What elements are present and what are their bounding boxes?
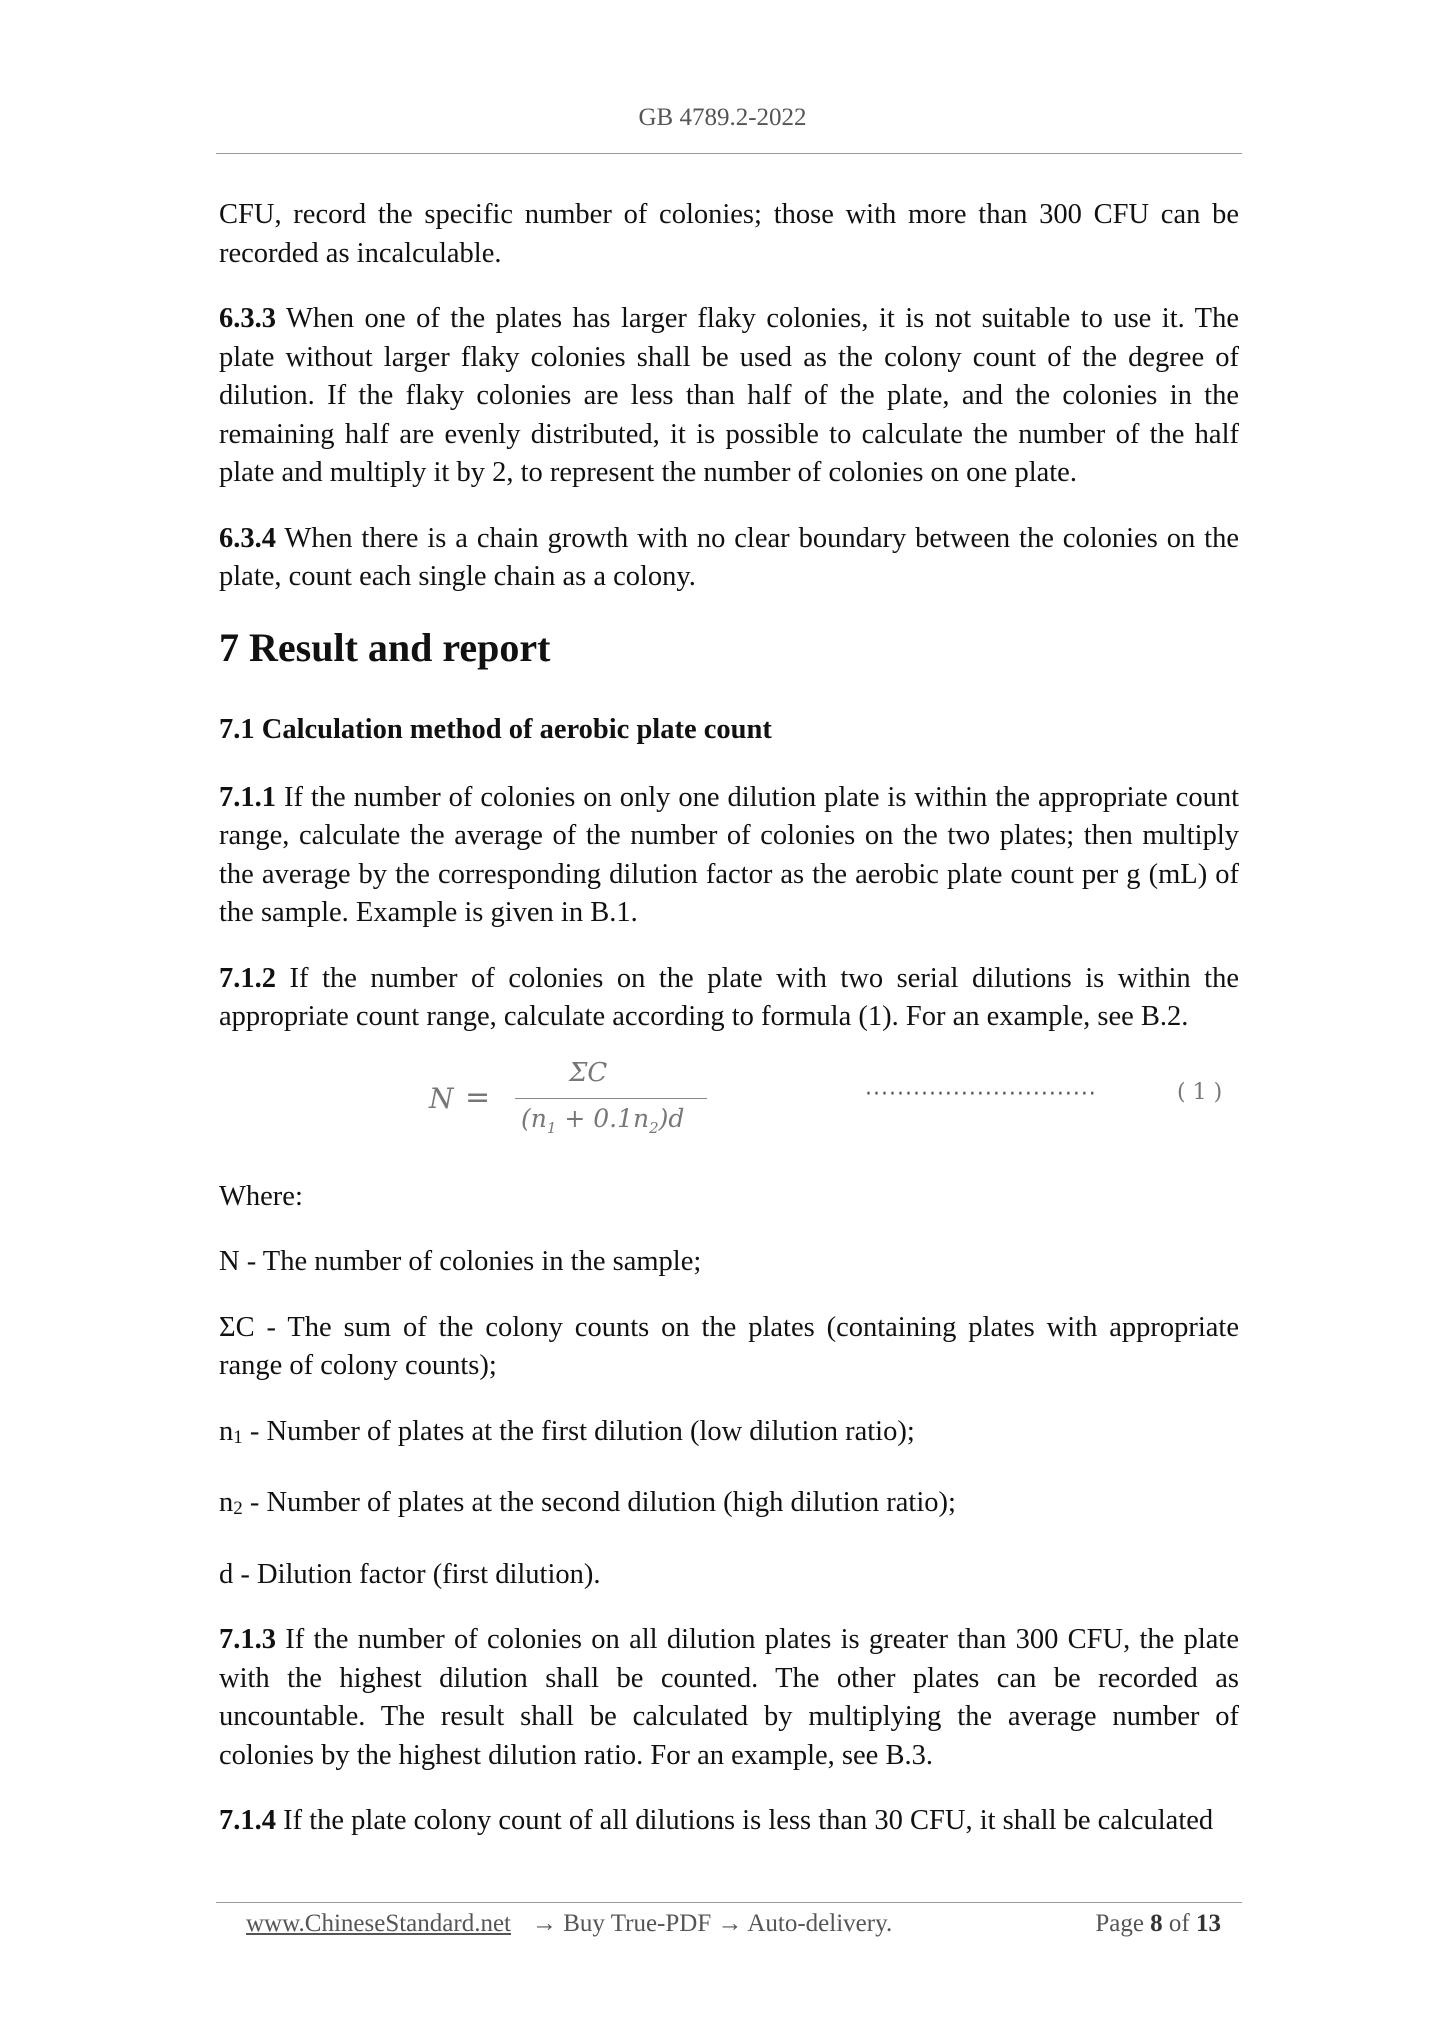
formula-lhs: N — [429, 1081, 454, 1115]
page-content — [219, 196, 1239, 1868]
website-link[interactable]: www.ChineseStandard.net — [246, 1910, 511, 1937]
formula-numerator: ΣC — [569, 1057, 608, 1088]
clause-number: 7.1.4 — [219, 1805, 276, 1836]
den-mid: + 0.1n — [556, 1103, 650, 1133]
definition-d: d - Dilution factor (first dilution). — [219, 1558, 601, 1590]
clause-text: When there is a chain growth with no clear boundary between the colonies on the plate, count each single chain as a colony. — [219, 522, 1239, 592]
page-footer — [246, 1910, 1221, 1946]
header-divider — [216, 153, 1242, 154]
paragraph-continued: CFU, record the specific number of colonies; those with more than 300 CFU can be recorded as incalculable. — [219, 199, 1239, 269]
subsection-heading: 7.1 Calculation method of aerobic plate count — [219, 713, 772, 745]
paragraph-7-1-2 — [219, 960, 1239, 1037]
clause-number: 7.1.1 — [219, 781, 276, 813]
clause-text: If the number of colonies on all dilution plates is greater than 300 CFU, the plate with the highest dilution shall be counted. The other plates can be recorded as uncountable. The result shall be calculated by multiplying the average number of colonies by the highest dilution ratio. For an example, see B.3. — [219, 1624, 1239, 1771]
definition-n2 — [219, 1484, 1239, 1529]
footer-divider — [216, 1902, 1242, 1903]
paragraph-6-3-4 — [219, 520, 1239, 597]
clause-text: If the number of colonies on only one dilution plate is within the appropriate count range, calculate the average of the number of colonies on the two plates; then multiply the average by the corresponding dilution factor as the aerobic plate count per g (mL) of the sample. Example is given in B.1. — [219, 781, 1239, 928]
paragraph-7-1-3 — [219, 1621, 1239, 1775]
formula-leader-dots: ····························· — [865, 1081, 1097, 1107]
formula-number: ( 1 ) — [1177, 1079, 1223, 1105]
den-close: )d — [658, 1103, 685, 1133]
where-label: Where: — [219, 1180, 303, 1212]
symbol: n — [219, 1415, 234, 1447]
page-number — [1095, 1910, 1221, 1938]
paragraph-7-1-4 — [219, 1802, 1239, 1841]
clause-number: 6.3.3 — [219, 303, 276, 334]
section-heading: 7 Result and report — [219, 624, 551, 670]
definition-text: - Number of plates at the first dilution (low dilution ratio); — [242, 1415, 915, 1447]
clause-number: 7.1.3 — [219, 1624, 276, 1655]
definition-text: - Number of plates at the second dilution (high dilution ratio); — [242, 1487, 956, 1518]
symbol: n — [219, 1487, 234, 1518]
paragraph-6-3-3 — [219, 300, 1239, 493]
den-open: (n — [521, 1103, 547, 1133]
formula-1 — [219, 1057, 1239, 1172]
definition-n: N - The number of colonies in the sample; — [219, 1246, 702, 1277]
total-pages: 13 — [1196, 1910, 1221, 1937]
page-header: GB 4789.2-2022 — [638, 104, 807, 131]
clause-number: 6.3.4 — [219, 522, 276, 554]
formula-equals: = — [465, 1079, 491, 1115]
clause-text: When one of the plates has larger flaky colonies, it is not suitable to use it. The plate without larger flaky colonies shall be used as the colony count of the degree of dilution. If the flaky colonies are less than half of the plate, and the colonies in the remaining half are evenly distributed, it is possible to calculate the number of the half plate and multiply it by 2, to represent the number of colonies on one plate. — [219, 303, 1239, 488]
footer-tagline: → Buy True-PDF → Auto-delivery. — [532, 1910, 893, 1937]
definition-n1 — [219, 1413, 1239, 1458]
formula-expression — [429, 1057, 709, 1150]
paragraph-7-1-1 — [219, 779, 1239, 933]
clause-text: If the plate colony count of all dilutions is less than 30 CFU, it shall be calculated — [276, 1805, 1214, 1836]
symbol-subscript: 2 — [233, 1498, 243, 1519]
symbol-subscript: 1 — [233, 1426, 243, 1448]
clause-number: 7.1.2 — [219, 962, 276, 994]
current-page: 8 — [1150, 1910, 1163, 1937]
formula-denominator — [521, 1104, 684, 1137]
den-sub2: 2 — [649, 1118, 659, 1137]
fraction-bar — [515, 1098, 707, 1099]
definition-sum-c: ΣC - The sum of the colony counts on the plates (containing plates with appropriate range of colony counts); — [219, 1311, 1239, 1381]
clause-text: If the number of colonies on the plate with two serial dilutions is within the appropriate count range, calculate according to formula (1). For an example, see B.2. — [219, 962, 1239, 1032]
of-word: of — [1162, 1910, 1196, 1937]
den-sub1: 1 — [546, 1118, 557, 1137]
page-word: Page — [1095, 1910, 1151, 1937]
